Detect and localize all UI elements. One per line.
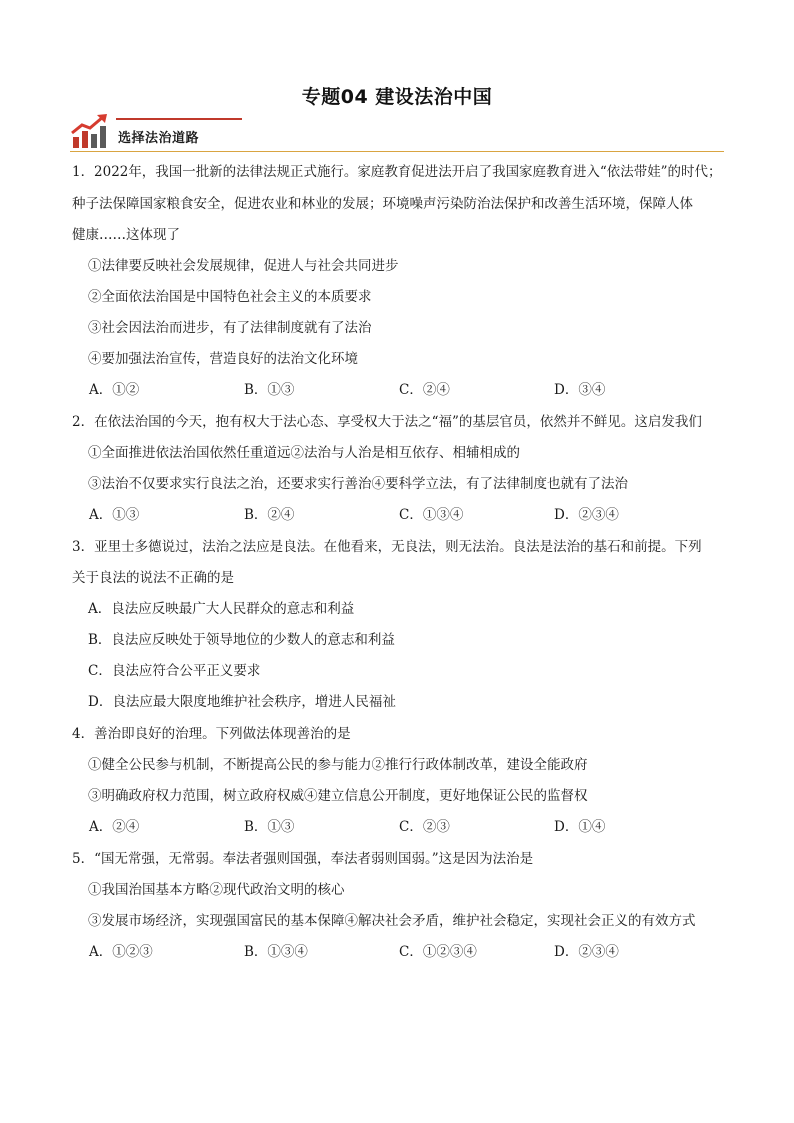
section-divider (70, 151, 724, 152)
statement-option: ③明确政府权力范围，树立政府权威④建立信息公开制度，更好地保证公民的监督权 (88, 788, 588, 804)
choice-a: A．②④ (89, 819, 140, 835)
choice-d: D．①④ (554, 819, 606, 835)
statement-option: ①我国治国基本方略②现代政治文明的核心 (88, 882, 345, 898)
statement-option: ④要加强法治宣传，营造良好的法治文化环境 (88, 351, 358, 367)
section-header (70, 113, 724, 153)
choice-b: B．①③ (244, 819, 295, 835)
choice-c: C．①③④ (399, 507, 464, 523)
statement-option: ①法律要反映社会发展规律，促进人与社会共同进步 (88, 258, 399, 274)
question-stem: 2．在依法治国的今天，抱有权大于法心态、享受权大于法之“福”的基层官员，依然并不鲜见。这启发我们 (72, 414, 702, 430)
choice-a: A．①② (89, 382, 140, 398)
page-title: 专题04 建设法治中国 (301, 86, 493, 108)
statement-option: ①全面推进依法治国依然任重道远②法治与人治是相互依存、相辅相成的 (88, 445, 520, 461)
choice-b: B．①③④ (244, 944, 308, 960)
statement-option: ①健全公民参与机制，不断提高公民的参与能力②推行行政体制改革，建设全能政府 (88, 757, 588, 773)
statement-option: ③发展市场经济，实现强国富民的基本保障④解决社会矛盾，维护社会稳定，实现社会正义的有效方式 (88, 913, 696, 929)
choice-c: C．①②③④ (399, 944, 477, 960)
choice-b: B．②④ (244, 507, 295, 523)
question-stem: 健康……这体现了 (72, 227, 180, 243)
question-stem: 5．“国无常强，无常弱。奉法者强则国强，奉法者弱则国弱。”这是因为法治是 (72, 851, 534, 867)
choice-b: B．良法应反映处于领导地位的少数人的意志和利益 (88, 632, 395, 648)
choice-d: D．②③④ (554, 944, 619, 960)
choice-a: A．良法应反映最广大人民群众的意志和利益 (88, 601, 355, 617)
choice-c: C．良法应符合公平正义要求 (88, 663, 261, 679)
section-accent-line (116, 118, 242, 120)
statement-option: ③社会因法治而进步，有了法律制度就有了法治 (88, 320, 372, 336)
rising-chart-icon (70, 113, 110, 151)
question-stem: 种子法保障国家粮食安全，促进农业和林业的发展；环境噪声污染防治法保护和改善生活环境，保障人体 (72, 196, 693, 212)
choice-d: D．良法应最大限度地维护社会秩序，增进人民福祉 (88, 694, 396, 710)
question-stem: 3．亚里士多德说过，法治之法应是良法。在他看来，无良法，则无法治。良法是法治的基石和前提。下列 (72, 539, 702, 555)
statement-option: ③法治不仅要求实行良法之治，还要求实行善治④要科学立法，有了法律制度也就有了法治 (88, 476, 628, 492)
choice-a: A．①③ (89, 507, 140, 523)
statement-option: ②全面依法治国是中国特色社会主义的本质要求 (88, 289, 372, 305)
question-stem: 4．善治即良好的治理。下列做法体现善治的是 (72, 726, 351, 742)
question-stem: 1．2022年，我国一批新的法律法规正式施行。家庭教育促进法开启了我国家庭教育进入“依法带娃”的时代； (72, 164, 722, 180)
choice-c: C．②④ (399, 382, 450, 398)
choice-c: C．②③ (399, 819, 450, 835)
choice-b: B．①③ (244, 382, 295, 398)
choice-a: A．①②③ (89, 944, 153, 960)
question-stem: 关于良法的说法不正确的是 (72, 570, 234, 586)
choice-d: D．③④ (554, 382, 606, 398)
choice-d: D．②③④ (554, 507, 619, 523)
section-label: 选择法治道路 (118, 131, 200, 146)
